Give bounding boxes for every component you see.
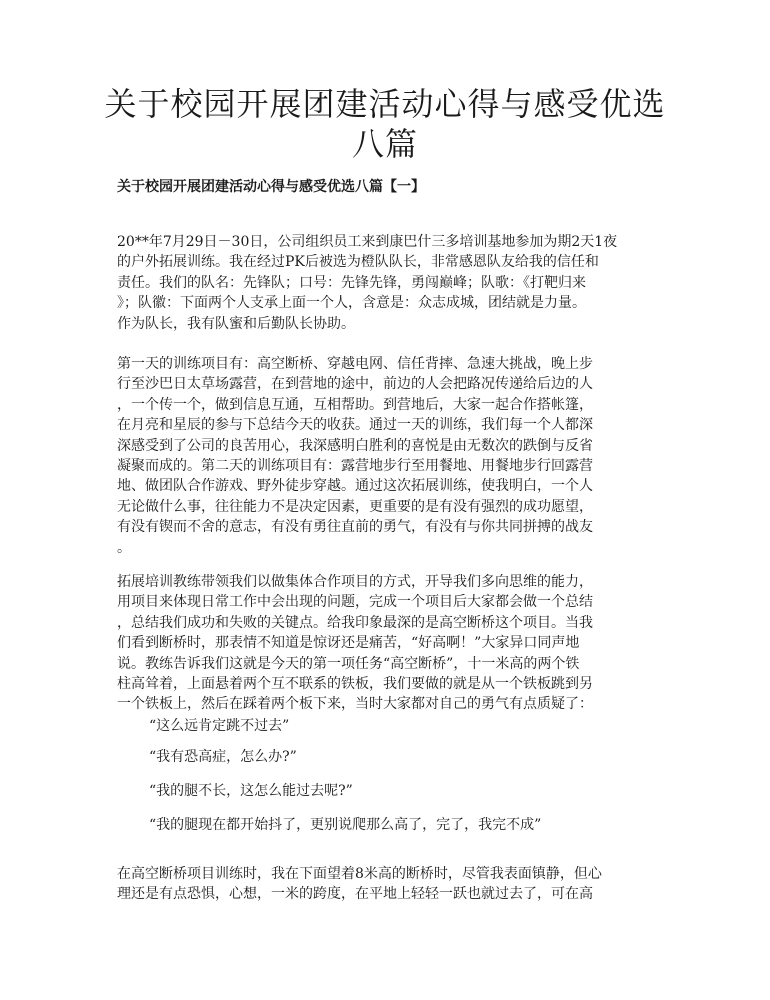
- paragraph-1: 20**年7月29日－30日，公司组织员工来到康巴什三多培训基地参加为期2天1夜 的户外拓展训练。我在经过PK后被选为橙队队长，非常感恩队友给我的信任和 责任。我们的队名：先锋队；口号：先锋先锋，勇闯巅峰；队歌：《打靶归来 》；队徽：下面两个人支承上面一个人，含意是：众志成城，团结就是力量。 作为队长，我有队蜜和后勤队长协助。: [117, 234, 618, 332]
- paragraph-4: 在高空断桥项目训练时，我在下面望着8米高的断桥时，尽管我表面镇静，但心 理还是有点恐惧，心想，一米的跨度，在平地上轻轻一跃也就过去了，可在高: [117, 866, 602, 903]
- paragraph-3: 拓展培训教练带领我们以做集体合作项目的方式，开导我们多向思维的能力， 用项目来体现日常工作中会出现的问题，完成一个项目后大家都会做一个总结 ，总结我们成功和失败的关键点。给我印象最深的是高空断桥这个项目。当我 们看到断桥时，那表情不知道是惊讶还是痛苦，“好高啊！”大家异口同声地 说。教练告诉我们这就是今天的第一项任务“高空断桥”，十一米高的两个铁 柱高耸着，上面悬着两个互不联系的铁板，我们要做的就是从一个铁板跳到另 一个铁板上，然后在踩着两个板下来，当时大家都对自己的勇气有点质疑了：: [117, 574, 593, 713]
- title-line-2: 八篇: [351, 125, 418, 163]
- title-line-1: 关于校园开展团建活动心得与感受优选: [104, 85, 666, 123]
- document-title: [100, 84, 670, 164]
- quote-1: “这么远肯定跳不过去”: [149, 718, 290, 734]
- quote-2: “我有恐高症，怎么办?”: [149, 749, 297, 765]
- quote-3: “我的腿不长，这怎么能过去呢?”: [149, 783, 353, 799]
- section-heading: 关于校园开展团建活动心得与感受优选八篇【一】: [117, 179, 425, 195]
- paragraph-2: 第一天的训练项目有：高空断桥、穿越电网、信任背摔、急速大挑战，晚上步 行至沙巴日太草场露营，在到营地的途中，前边的人会把路况传递给后边的人 ，一个传一个，做到信息互通，互相帮助。到营地后，大家一起合作搭帐篷， 在月亮和星辰的参与下总结今天的收获。通过一天的训练，我们每一个人都深 深感受到了公司的良苦用心，我深感明白胜利的喜悦是由无数次的跌倒与反省 凝聚而成的。第二天的训练项目有：露营地步行至用餐地、用餐地步行回露营 地、做团队合作游戏、野外徒步穿越。通过这次拓展训练，使我明白，一个人 无论做什么事，往往能力不是决定因素，更重要的是有没有强烈的成功愿望， 有没有锲而不舍的意志，有没有勇往直前的勇气，有没有与你共同拼搏的战友 。: [117, 356, 593, 556]
- quote-4: “我的腿现在都开始抖了，更别说爬那么高了，完了，我完不成”: [149, 817, 542, 833]
